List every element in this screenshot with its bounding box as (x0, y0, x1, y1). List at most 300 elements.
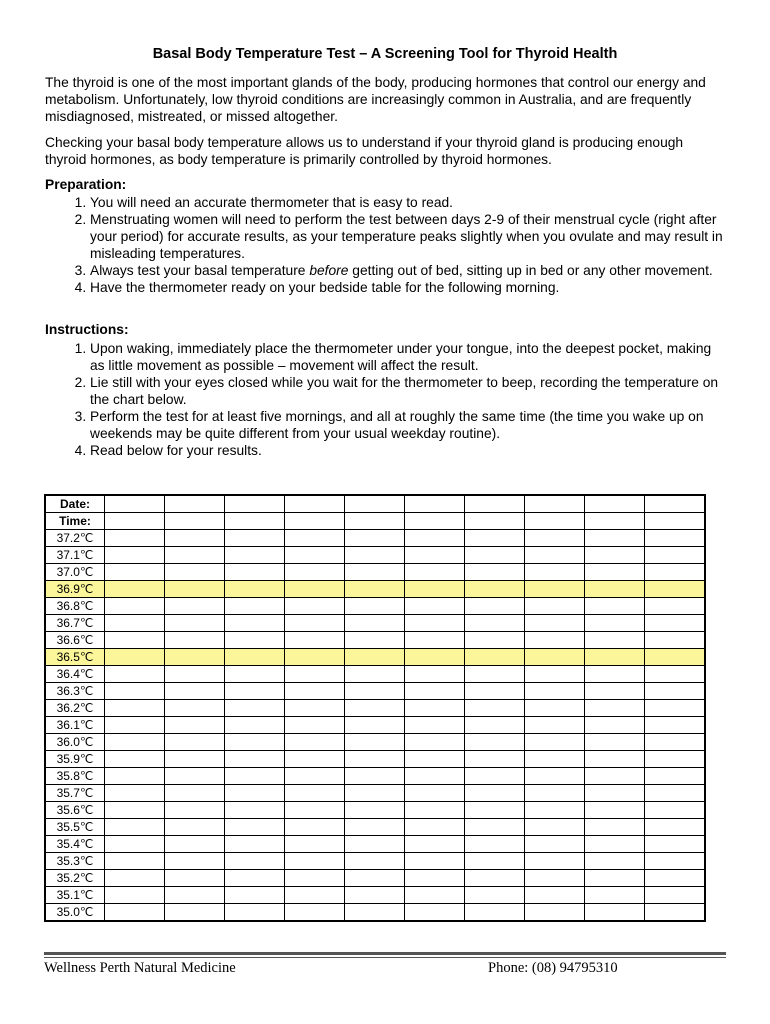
chart-entry-cell[interactable] (225, 717, 285, 734)
temperature-label: 36.5℃ (45, 649, 105, 666)
chart-entry-cell[interactable] (285, 666, 345, 683)
chart-entry-cell[interactable] (525, 836, 585, 853)
chart-entry-cell[interactable] (225, 581, 285, 598)
chart-entry-cell[interactable] (465, 700, 525, 717)
instructions-heading: Instructions: (45, 322, 129, 337)
instructions-list (45, 340, 725, 459)
chart-entry-cell[interactable] (285, 513, 345, 530)
chart-entry-cell[interactable] (105, 700, 165, 717)
chart-entry-cell[interactable] (345, 598, 405, 615)
chart-entry-cell[interactable] (345, 564, 405, 581)
chart-entry-cell[interactable] (105, 853, 165, 870)
chart-entry-cell[interactable] (285, 870, 345, 887)
chart-entry-cell[interactable] (345, 683, 405, 700)
chart-entry-cell[interactable] (525, 768, 585, 785)
chart-entry-cell[interactable] (105, 564, 165, 581)
chart-entry-cell[interactable] (645, 666, 706, 683)
temperature-row (45, 785, 705, 802)
chart-entry-cell[interactable] (465, 887, 525, 904)
chart-entry-cell[interactable] (465, 615, 525, 632)
chart-entry-cell[interactable] (105, 649, 165, 666)
chart-entry-cell[interactable] (585, 717, 645, 734)
chart-entry-cell[interactable] (165, 768, 225, 785)
chart-entry-cell[interactable] (105, 802, 165, 819)
chart-entry-cell[interactable] (645, 581, 706, 598)
chart-entry-cell[interactable] (465, 564, 525, 581)
chart-entry-cell[interactable] (225, 666, 285, 683)
chart-entry-cell[interactable] (645, 768, 706, 785)
chart-entry-cell[interactable] (105, 495, 165, 513)
chart-entry-cell[interactable] (105, 870, 165, 887)
chart-entry-cell[interactable] (525, 632, 585, 649)
chart-entry-cell[interactable] (165, 836, 225, 853)
chart-entry-cell[interactable] (105, 513, 165, 530)
chart-entry-cell[interactable] (165, 904, 225, 922)
chart-entry-cell[interactable] (285, 785, 345, 802)
chart-entry-cell[interactable] (645, 853, 706, 870)
chart-entry-cell[interactable] (405, 632, 465, 649)
chart-entry-cell[interactable] (285, 632, 345, 649)
chart-entry-cell[interactable] (645, 700, 706, 717)
chart-entry-cell[interactable] (585, 819, 645, 836)
chart-entry-cell[interactable] (405, 853, 465, 870)
chart-entry-cell[interactable] (225, 547, 285, 564)
chart-entry-cell[interactable] (645, 836, 706, 853)
chart-entry-cell[interactable] (585, 836, 645, 853)
temperature-row (45, 734, 705, 751)
chart-entry-cell[interactable] (285, 530, 345, 547)
chart-entry-cell[interactable] (585, 853, 645, 870)
chart-entry-cell[interactable] (345, 581, 405, 598)
chart-entry-cell[interactable] (165, 666, 225, 683)
chart-entry-cell[interactable] (585, 632, 645, 649)
chart-entry-cell[interactable] (345, 819, 405, 836)
chart-entry-cell[interactable] (405, 802, 465, 819)
chart-entry-cell[interactable] (525, 785, 585, 802)
chart-entry-cell[interactable] (525, 615, 585, 632)
chart-entry-cell[interactable] (345, 495, 405, 513)
chart-entry-cell[interactable] (465, 768, 525, 785)
footer-rule-thin (44, 957, 726, 958)
chart-entry-cell[interactable] (105, 887, 165, 904)
chart-entry-cell[interactable] (285, 598, 345, 615)
chart-entry-cell[interactable] (525, 666, 585, 683)
chart-entry-cell[interactable] (225, 751, 285, 768)
chart-entry-cell[interactable] (405, 547, 465, 564)
chart-entry-cell[interactable] (165, 598, 225, 615)
chart-entry-cell[interactable] (165, 887, 225, 904)
chart-entry-cell[interactable] (225, 513, 285, 530)
chart-entry-cell[interactable] (585, 700, 645, 717)
chart-entry-cell[interactable] (225, 615, 285, 632)
chart-entry-cell[interactable] (585, 615, 645, 632)
chart-entry-cell[interactable] (165, 649, 225, 666)
temperature-label: 35.7℃ (45, 785, 105, 802)
temperature-row (45, 802, 705, 819)
chart-entry-cell[interactable] (465, 530, 525, 547)
chart-entry-cell[interactable] (345, 717, 405, 734)
emphasis-before: before (309, 263, 349, 278)
chart-entry-cell[interactable] (345, 836, 405, 853)
chart-entry-cell[interactable] (525, 819, 585, 836)
chart-entry-cell[interactable] (585, 904, 645, 922)
chart-entry-cell[interactable] (585, 887, 645, 904)
preparation-item: 4. Have the thermometer ready on your bedside table for the following morning. (90, 279, 725, 296)
chart-entry-cell[interactable] (105, 581, 165, 598)
chart-entry-cell[interactable] (525, 564, 585, 581)
chart-entry-cell[interactable] (165, 683, 225, 700)
chart-entry-cell[interactable] (165, 802, 225, 819)
chart-entry-cell[interactable] (105, 615, 165, 632)
chart-entry-cell[interactable] (585, 768, 645, 785)
chart-entry-cell[interactable] (285, 649, 345, 666)
chart-entry-cell[interactable] (405, 666, 465, 683)
chart-entry-cell[interactable] (585, 666, 645, 683)
preparation-item (90, 262, 725, 279)
chart-entry-cell[interactable] (525, 598, 585, 615)
preparation-item: 2. Menstruating women will need to perform the test between days 2-9 of their menstrual cycle (right after your period) for accurate results, as your temperature peaks slightly when you ovulate and may result in misleading temperatures. (90, 211, 725, 262)
chart-entry-cell[interactable] (645, 819, 706, 836)
chart-entry-cell[interactable] (525, 751, 585, 768)
temperature-label: 36.0℃ (45, 734, 105, 751)
chart-entry-cell[interactable] (285, 887, 345, 904)
chart-entry-cell[interactable] (645, 530, 706, 547)
chart-entry-cell[interactable] (345, 700, 405, 717)
chart-entry-cell[interactable] (525, 853, 585, 870)
temperature-row (45, 887, 705, 904)
chart-entry-cell[interactable] (225, 887, 285, 904)
chart-entry-cell[interactable] (525, 495, 585, 513)
chart-entry-cell[interactable] (105, 530, 165, 547)
chart-entry-cell[interactable] (525, 649, 585, 666)
chart-entry-cell[interactable] (645, 649, 706, 666)
chart-entry-cell[interactable] (165, 632, 225, 649)
chart-entry-cell[interactable] (525, 581, 585, 598)
chart-entry-cell[interactable] (525, 530, 585, 547)
chart-entry-cell[interactable] (585, 530, 645, 547)
chart-entry-cell[interactable] (225, 598, 285, 615)
chart-entry-cell[interactable] (645, 751, 706, 768)
temperature-label: 35.9℃ (45, 751, 105, 768)
intro-paragraph-1: The thyroid is one of the most important glands of the body, producing hormones that control our energy and metabolism. Unfortunately, low thyroid conditions are increasingly common in Australia, and are frequently misdiagnosed, mistreated, or missed altogether. (45, 75, 706, 124)
chart-entry-cell[interactable] (225, 530, 285, 547)
chart-entry-cell[interactable] (165, 853, 225, 870)
chart-entry-cell[interactable] (405, 700, 465, 717)
chart-entry-cell[interactable] (585, 751, 645, 768)
temperature-label: 37.0℃ (45, 564, 105, 581)
temperature-row (45, 751, 705, 768)
chart-entry-cell[interactable] (465, 649, 525, 666)
temperature-row (45, 615, 705, 632)
chart-entry-cell[interactable] (585, 547, 645, 564)
chart-entry-cell[interactable] (645, 598, 706, 615)
chart-entry-cell[interactable] (525, 887, 585, 904)
chart-entry-cell[interactable] (405, 495, 465, 513)
chart-entry-cell[interactable] (645, 904, 706, 922)
chart-entry-cell[interactable] (225, 836, 285, 853)
footer-rule-thick (44, 952, 726, 955)
temperature-row (45, 632, 705, 649)
chart-entry-cell[interactable] (345, 904, 405, 922)
chart-entry-cell[interactable] (585, 870, 645, 887)
chart-entry-cell[interactable] (105, 632, 165, 649)
chart-entry-cell[interactable] (405, 819, 465, 836)
chart-entry-cell[interactable] (465, 666, 525, 683)
chart-entry-cell[interactable] (525, 734, 585, 751)
chart-entry-cell[interactable] (285, 547, 345, 564)
chart-entry-cell[interactable] (285, 495, 345, 513)
chart-entry-cell[interactable] (165, 513, 225, 530)
chart-entry-cell[interactable] (105, 598, 165, 615)
chart-entry-cell[interactable] (645, 802, 706, 819)
chart-entry-cell[interactable] (405, 649, 465, 666)
chart-entry-cell[interactable] (465, 853, 525, 870)
chart-entry-cell[interactable] (165, 547, 225, 564)
chart-entry-cell[interactable] (285, 802, 345, 819)
chart-entry-cell[interactable] (645, 547, 706, 564)
chart-entry-cell[interactable] (105, 904, 165, 922)
chart-entry-cell[interactable] (345, 615, 405, 632)
chart-entry-cell[interactable] (525, 547, 585, 564)
chart-entry-cell[interactable] (465, 513, 525, 530)
chart-entry-cell[interactable] (105, 666, 165, 683)
chart-entry-cell[interactable] (465, 495, 525, 513)
chart-entry-cell[interactable] (345, 632, 405, 649)
chart-entry-cell[interactable] (405, 513, 465, 530)
chart-entry-cell[interactable] (345, 513, 405, 530)
chart-entry-cell[interactable] (465, 734, 525, 751)
chart-entry-cell[interactable] (285, 904, 345, 922)
temperature-row (45, 581, 705, 598)
temperature-row (45, 547, 705, 564)
instruction-item: 1. Upon waking, immediately place the thermometer under your tongue, into the deepest pocket, making as little movement as possible – movement will affect the result. (90, 340, 725, 374)
chart-entry-cell[interactable] (645, 564, 706, 581)
chart-entry-cell[interactable] (225, 802, 285, 819)
chart-entry-cell[interactable] (225, 819, 285, 836)
temperature-row (45, 649, 705, 666)
temperature-label: 36.4℃ (45, 666, 105, 683)
chart-entry-cell[interactable] (525, 870, 585, 887)
chart-entry-cell[interactable] (165, 530, 225, 547)
chart-entry-cell[interactable] (165, 564, 225, 581)
chart-entry-cell[interactable] (645, 717, 706, 734)
chart-entry-cell[interactable] (405, 717, 465, 734)
chart-entry-cell[interactable] (225, 768, 285, 785)
chart-entry-cell[interactable] (165, 615, 225, 632)
chart-entry-cell[interactable] (345, 870, 405, 887)
chart-entry-cell[interactable] (465, 717, 525, 734)
chart-entry-cell[interactable] (105, 768, 165, 785)
chart-entry-cell[interactable] (225, 632, 285, 649)
chart-entry-cell[interactable] (165, 700, 225, 717)
chart-entry-cell[interactable] (645, 513, 706, 530)
chart-entry-cell[interactable] (105, 683, 165, 700)
chart-entry-cell[interactable] (645, 785, 706, 802)
chart-entry-cell[interactable] (465, 581, 525, 598)
chart-entry-cell[interactable] (465, 904, 525, 922)
temperature-row (45, 853, 705, 870)
chart-entry-cell[interactable] (645, 495, 706, 513)
instruction-item: 3. Perform the test for at least five mornings, and all at roughly the same time (the time you wake up on weekends may be quite different from your usual weekday routine). (90, 408, 725, 442)
chart-entry-cell[interactable] (225, 870, 285, 887)
chart-entry-cell[interactable] (585, 581, 645, 598)
chart-entry-cell[interactable] (405, 615, 465, 632)
chart-entry-cell[interactable] (465, 751, 525, 768)
chart-entry-cell[interactable] (345, 802, 405, 819)
chart-entry-cell[interactable] (345, 751, 405, 768)
chart-entry-cell[interactable] (285, 581, 345, 598)
row-header-label: Time: (45, 513, 105, 530)
row-header-label: Date: (45, 495, 105, 513)
chart-entry-cell[interactable] (525, 513, 585, 530)
chart-entry-cell[interactable] (105, 547, 165, 564)
chart-entry-cell[interactable] (285, 768, 345, 785)
chart-entry-cell[interactable] (585, 802, 645, 819)
chart-entry-cell[interactable] (585, 598, 645, 615)
chart-entry-cell[interactable] (225, 904, 285, 922)
chart-entry-cell[interactable] (645, 887, 706, 904)
chart-entry-cell[interactable] (165, 581, 225, 598)
temperature-row (45, 700, 705, 717)
temperature-label: 35.1℃ (45, 887, 105, 904)
temperature-label: 35.2℃ (45, 870, 105, 887)
temperature-label: 36.8℃ (45, 598, 105, 615)
chart-entry-cell[interactable] (105, 836, 165, 853)
chart-entry-cell[interactable] (225, 785, 285, 802)
chart-entry-cell[interactable] (405, 768, 465, 785)
chart-entry-cell[interactable] (405, 734, 465, 751)
chart-entry-cell[interactable] (345, 785, 405, 802)
chart-entry-cell[interactable] (585, 683, 645, 700)
chart-entry-cell[interactable] (585, 495, 645, 513)
temperature-label: 36.7℃ (45, 615, 105, 632)
chart-entry-cell[interactable] (285, 564, 345, 581)
chart-entry-cell[interactable] (285, 700, 345, 717)
chart-entry-cell[interactable] (225, 700, 285, 717)
chart-entry-cell[interactable] (285, 683, 345, 700)
chart-entry-cell[interactable] (585, 785, 645, 802)
chart-entry-cell[interactable] (465, 632, 525, 649)
chart-entry-cell[interactable] (645, 615, 706, 632)
chart-entry-cell[interactable] (285, 751, 345, 768)
chart-entry-cell[interactable] (105, 717, 165, 734)
chart-entry-cell[interactable] (165, 717, 225, 734)
chart-entry-cell[interactable] (465, 785, 525, 802)
temperature-row (45, 683, 705, 700)
chart-entry-cell[interactable] (465, 836, 525, 853)
temperature-label: 37.2℃ (45, 530, 105, 547)
intro-paragraph-2: Checking your basal body temperature allows us to understand if your thyroid gland is producing enough thyroid hormones, as body temperature is primarily controlled by thyroid hormones. (45, 135, 684, 167)
chart-entry-cell[interactable] (165, 495, 225, 513)
chart-entry-cell[interactable] (225, 649, 285, 666)
temperature-label: 35.3℃ (45, 853, 105, 870)
chart-entry-cell[interactable] (345, 853, 405, 870)
chart-entry-cell[interactable] (465, 802, 525, 819)
chart-entry-cell[interactable] (405, 751, 465, 768)
chart-entry-cell[interactable] (345, 547, 405, 564)
chart-entry-cell[interactable] (345, 649, 405, 666)
chart-entry-cell[interactable] (525, 717, 585, 734)
chart-entry-cell[interactable] (405, 598, 465, 615)
chart-entry-cell[interactable] (345, 666, 405, 683)
chart-entry-cell[interactable] (405, 887, 465, 904)
preparation-list (45, 194, 725, 296)
chart-entry-cell[interactable] (525, 802, 585, 819)
chart-entry-cell[interactable] (585, 513, 645, 530)
chart-entry-cell[interactable] (465, 683, 525, 700)
chart-entry-cell[interactable] (285, 819, 345, 836)
chart-entry-cell[interactable] (345, 530, 405, 547)
chart-entry-cell[interactable] (225, 564, 285, 581)
chart-entry-cell[interactable] (345, 768, 405, 785)
chart-entry-cell[interactable] (225, 734, 285, 751)
chart-entry-cell[interactable] (645, 870, 706, 887)
chart-entry-cell[interactable] (165, 751, 225, 768)
chart-entry-cell[interactable] (405, 564, 465, 581)
chart-entry-cell[interactable] (525, 683, 585, 700)
chart-entry-cell[interactable] (405, 785, 465, 802)
chart-entry-cell[interactable] (165, 819, 225, 836)
chart-entry-cell[interactable] (345, 887, 405, 904)
chart-entry-cell[interactable] (285, 734, 345, 751)
temperature-label: 36.9℃ (45, 581, 105, 598)
temperature-label: 35.8℃ (45, 768, 105, 785)
chart-entry-cell[interactable] (105, 785, 165, 802)
chart-entry-cell[interactable] (165, 734, 225, 751)
chart-entry-cell[interactable] (585, 649, 645, 666)
chart-entry-cell[interactable] (105, 751, 165, 768)
chart-entry-cell[interactable] (645, 734, 706, 751)
temperature-label: 35.4℃ (45, 836, 105, 853)
chart-entry-cell[interactable] (645, 632, 706, 649)
chart-entry-cell[interactable] (465, 598, 525, 615)
chart-entry-cell[interactable] (285, 836, 345, 853)
chart-entry-cell[interactable] (345, 734, 405, 751)
chart-entry-cell[interactable] (465, 547, 525, 564)
chart-entry-cell[interactable] (645, 683, 706, 700)
chart-entry-cell[interactable] (165, 785, 225, 802)
chart-entry-cell[interactable] (585, 564, 645, 581)
temperature-row (45, 870, 705, 887)
chart-entry-cell[interactable] (405, 683, 465, 700)
chart-entry-cell[interactable] (405, 530, 465, 547)
chart-entry-cell[interactable] (525, 700, 585, 717)
time-row (45, 513, 705, 530)
chart-entry-cell[interactable] (225, 853, 285, 870)
temperature-chart-table (44, 494, 706, 922)
instruction-item: 2. Lie still with your eyes closed while you wait for the thermometer to beep, recording the temperature on the chart below. (90, 374, 725, 408)
chart-entry-cell[interactable] (465, 819, 525, 836)
chart-entry-cell[interactable] (105, 819, 165, 836)
chart-entry-cell[interactable] (405, 836, 465, 853)
chart-entry-cell[interactable] (285, 717, 345, 734)
chart-entry-cell[interactable] (405, 581, 465, 598)
chart-entry-cell[interactable] (105, 734, 165, 751)
chart-entry-cell[interactable] (525, 904, 585, 922)
chart-entry-cell[interactable] (285, 615, 345, 632)
temperature-label: 36.1℃ (45, 717, 105, 734)
chart-entry-cell[interactable] (465, 870, 525, 887)
chart-entry-cell[interactable] (225, 495, 285, 513)
chart-entry-cell[interactable] (405, 904, 465, 922)
temperature-row (45, 819, 705, 836)
chart-entry-cell[interactable] (585, 734, 645, 751)
chart-entry-cell[interactable] (285, 853, 345, 870)
chart-entry-cell[interactable] (225, 683, 285, 700)
chart-entry-cell[interactable] (165, 870, 225, 887)
chart-entry-cell[interactable] (405, 870, 465, 887)
temperature-row (45, 598, 705, 615)
